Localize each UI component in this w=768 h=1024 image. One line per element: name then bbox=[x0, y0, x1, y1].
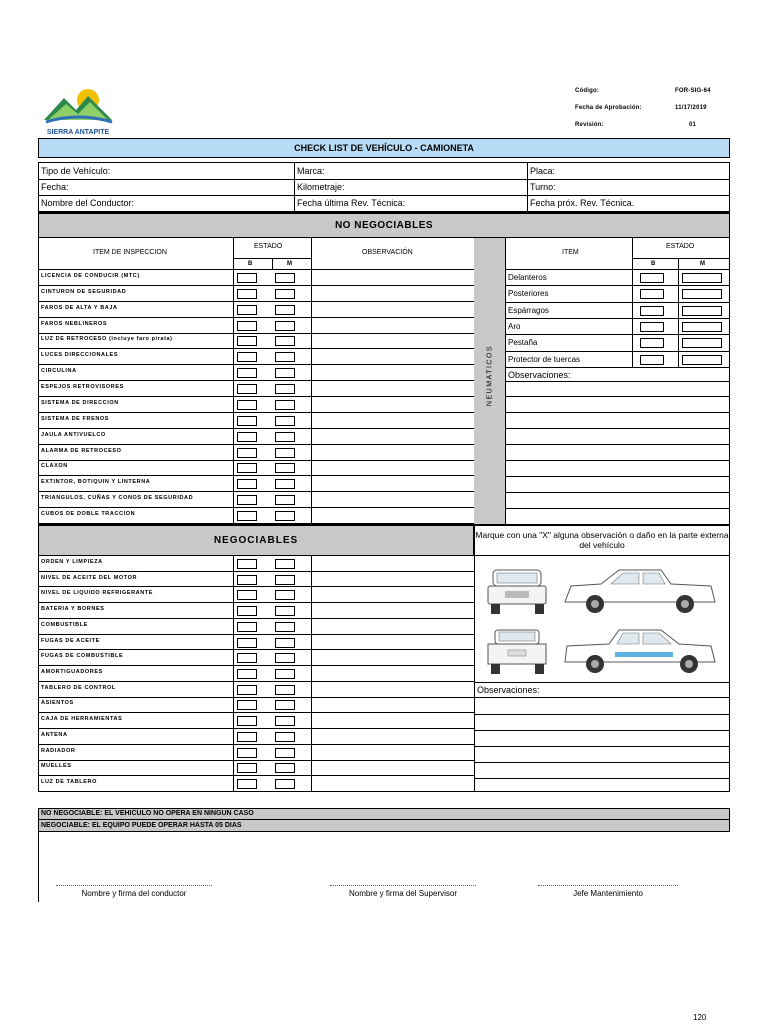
negociable-item-label: BATERIA Y BORNES bbox=[41, 606, 105, 613]
neumatico-checkbox-m[interactable] bbox=[682, 289, 722, 299]
neumatico-checkbox-b[interactable] bbox=[640, 322, 664, 332]
negociable-checkbox-m[interactable] bbox=[275, 763, 295, 773]
negociable-checkbox-b[interactable] bbox=[237, 622, 257, 632]
negociable-row bbox=[39, 729, 474, 745]
negociable-item-label: CAJA DE HERRAMIENTAS bbox=[41, 716, 123, 723]
no-negociable-observation-cell[interactable] bbox=[312, 397, 474, 413]
no-negociable-observation-cell[interactable] bbox=[312, 334, 474, 350]
vehicle-instruction: Marque con una "X" alguna observación o daño en la parte externa del vehículo bbox=[475, 526, 729, 556]
meta-code-label: Código: bbox=[575, 88, 600, 94]
item-inspeccion-header: ITEM DE INSPECCION bbox=[93, 249, 167, 256]
neumaticos-item-header: ITEM bbox=[562, 249, 579, 256]
negociable-item-label: AMORTIGUADORES bbox=[41, 668, 103, 675]
negociable-item-label: COMBUSTIBLE bbox=[41, 621, 88, 628]
no-negociables-list bbox=[39, 270, 474, 524]
field-prox-rev-tecnica[interactable]: Fecha próx. Rev. Técnica. bbox=[530, 198, 635, 208]
negociable-item-label: TABLERO DE CONTROL bbox=[41, 684, 116, 691]
negociable-row bbox=[39, 761, 474, 777]
no-negociable-checkbox-b[interactable] bbox=[237, 400, 257, 410]
no-negociable-checkbox-b[interactable] bbox=[237, 368, 257, 378]
neumatico-checkbox-m[interactable] bbox=[682, 338, 722, 348]
no-negociable-item-label: LICENCIA DE CONDUCIR (MTC) bbox=[41, 272, 140, 279]
page-title: CHECK LIST DE VEHÍCULO - CAMIONETA bbox=[294, 143, 474, 153]
no-negociable-checkbox-b[interactable] bbox=[237, 448, 257, 458]
no-negociable-checkbox-b[interactable] bbox=[237, 416, 257, 426]
no-negociable-checkbox-m[interactable] bbox=[275, 432, 295, 442]
no-negociable-checkbox-m[interactable] bbox=[275, 321, 295, 331]
negociable-checkbox-b[interactable] bbox=[237, 763, 257, 773]
field-ultima-rev-tecnica[interactable]: Fecha última Rev. Técnica: bbox=[297, 198, 406, 208]
neumatico-item-label: Protector de tuercas bbox=[508, 354, 581, 364]
no-negociable-checkbox-b[interactable] bbox=[237, 432, 257, 442]
negociable-observation-cell[interactable] bbox=[312, 572, 474, 588]
negociable-checkbox-m[interactable] bbox=[275, 779, 295, 789]
negociable-row bbox=[39, 650, 474, 666]
field-placa[interactable]: Placa: bbox=[530, 166, 556, 176]
no-negociable-observation-cell[interactable] bbox=[312, 429, 474, 445]
no-negociable-observation-cell[interactable] bbox=[312, 302, 474, 318]
negociable-checkbox-b[interactable] bbox=[237, 590, 257, 600]
neumatico-checkbox-b[interactable] bbox=[640, 273, 664, 283]
no-negociable-observation-cell[interactable] bbox=[312, 413, 474, 429]
neumatico-row bbox=[506, 319, 729, 335]
negociable-checkbox-b[interactable] bbox=[237, 779, 257, 789]
negociable-checkbox-m[interactable] bbox=[275, 700, 295, 710]
no-negociable-observation-cell[interactable] bbox=[312, 365, 474, 381]
negociable-checkbox-m[interactable] bbox=[275, 653, 295, 663]
no-negociable-row bbox=[39, 492, 474, 508]
negociable-observation-cell[interactable] bbox=[312, 587, 474, 603]
truck-rear-view-icon bbox=[483, 624, 553, 684]
meta-code-value: FOR-SIG-64 bbox=[675, 88, 711, 94]
no-negociable-checkbox-m[interactable] bbox=[275, 400, 295, 410]
neumatico-item-label: Pestaña bbox=[508, 338, 538, 348]
doc-meta bbox=[575, 88, 725, 139]
no-negociable-checkbox-m[interactable] bbox=[275, 495, 295, 505]
meta-revision-value: 01 bbox=[689, 122, 697, 128]
signature-jefe-label: Jefe Mantenimiento bbox=[573, 889, 643, 898]
negociable-checkbox-m[interactable] bbox=[275, 748, 295, 758]
field-turno[interactable]: Turno: bbox=[530, 182, 556, 192]
no-negociable-checkbox-m[interactable] bbox=[275, 289, 295, 299]
negociables-list bbox=[39, 556, 474, 792]
no-negociable-item-label: JAULA ANTIVUELCO bbox=[41, 431, 106, 438]
neumatico-row bbox=[506, 352, 729, 368]
neumatico-item-label: Espárragos bbox=[508, 305, 549, 315]
no-negociable-checkbox-m[interactable] bbox=[275, 273, 295, 283]
negociable-row bbox=[39, 682, 474, 698]
negociable-item-label: FUGAS DE COMBUSTIBLE bbox=[41, 653, 124, 660]
no-negociable-item-label: LUZ DE RETROCESO (incluye faro pirata) bbox=[41, 336, 173, 343]
neumatico-checkbox-b[interactable] bbox=[640, 355, 664, 365]
no-negociable-observation-cell[interactable] bbox=[312, 270, 474, 286]
meta-date-value: 11/17/2019 bbox=[675, 105, 707, 111]
no-negociable-checkbox-m[interactable] bbox=[275, 384, 295, 394]
negociable-observation-cell[interactable] bbox=[312, 729, 474, 745]
no-negociable-item-label: ALARMA DE RETROCESO bbox=[41, 447, 122, 454]
field-fecha[interactable]: Fecha: bbox=[41, 182, 69, 192]
negociable-checkbox-b[interactable] bbox=[237, 575, 257, 585]
negociable-checkbox-m[interactable] bbox=[275, 606, 295, 616]
no-negociable-checkbox-m[interactable] bbox=[275, 416, 295, 426]
negociable-observation-cell[interactable] bbox=[312, 556, 474, 572]
neumatico-checkbox-m[interactable] bbox=[682, 306, 722, 316]
neumaticos-list bbox=[506, 270, 729, 368]
negociable-checkbox-b[interactable] bbox=[237, 732, 257, 742]
no-negociables-title: NO NEGOCIABLES bbox=[334, 220, 434, 231]
neumatico-row bbox=[506, 335, 729, 351]
truck-side-view-stripe-icon bbox=[561, 624, 721, 684]
no-negociable-item-label: SISTEMA DE FRENOS bbox=[41, 415, 110, 422]
no-negociable-item-label: FAROS NEBLINEROS bbox=[41, 320, 108, 327]
meta-date-label: Fecha de Aprobación: bbox=[575, 105, 642, 111]
field-kilometraje[interactable]: Kilometraje: bbox=[297, 182, 345, 192]
no-negociable-observation-cell[interactable] bbox=[312, 381, 474, 397]
vehicle-observaciones[interactable] bbox=[475, 682, 729, 792]
negociable-observation-cell[interactable] bbox=[312, 635, 474, 651]
negociable-checkbox-m[interactable] bbox=[275, 732, 295, 742]
negociable-checkbox-b[interactable] bbox=[237, 638, 257, 648]
no-negociable-row bbox=[39, 381, 474, 397]
no-negociable-checkbox-b[interactable] bbox=[237, 273, 257, 283]
negociable-row bbox=[39, 556, 474, 572]
no-negociable-observation-cell[interactable] bbox=[312, 318, 474, 334]
truck-side-view-icon bbox=[561, 564, 721, 624]
negociable-row bbox=[39, 776, 474, 792]
negociable-checkbox-m[interactable] bbox=[275, 638, 295, 648]
neumatico-row bbox=[506, 270, 729, 286]
no-negociable-row bbox=[39, 365, 474, 381]
signature-supervisor-label: Nombre y firma del Supervisor bbox=[348, 889, 458, 898]
negociable-item-label: LUZ DE TABLERO bbox=[41, 779, 97, 786]
no-negociables-header bbox=[39, 214, 729, 238]
negociable-observation-cell[interactable] bbox=[312, 745, 474, 761]
negociable-observation-cell[interactable] bbox=[312, 698, 474, 714]
negociables-header bbox=[39, 526, 474, 556]
neumatico-checkbox-m[interactable] bbox=[682, 355, 722, 365]
no-negociable-checkbox-b[interactable] bbox=[237, 321, 257, 331]
field-nombre-conductor[interactable]: Nombre del Conductor: bbox=[41, 198, 135, 208]
neumatico-row bbox=[506, 303, 729, 319]
no-negociable-checkbox-m[interactable] bbox=[275, 448, 295, 458]
no-negociable-checkbox-b[interactable] bbox=[237, 495, 257, 505]
no-negociable-observation-cell[interactable] bbox=[312, 286, 474, 302]
no-negociable-checkbox-b[interactable] bbox=[237, 289, 257, 299]
signature-conductor-label: Nombre y firma del conductor bbox=[81, 889, 187, 898]
field-marca[interactable]: Marca: bbox=[297, 166, 325, 176]
negociable-observation-cell[interactable] bbox=[312, 603, 474, 619]
no-negociable-checkbox-m[interactable] bbox=[275, 305, 295, 315]
negociable-observation-cell[interactable] bbox=[312, 761, 474, 777]
negociables-title: NEGOCIABLES bbox=[213, 535, 299, 546]
no-negociable-row bbox=[39, 334, 474, 350]
negociable-observation-cell[interactable] bbox=[312, 713, 474, 729]
info-grid bbox=[38, 162, 730, 212]
neumaticos-header bbox=[506, 238, 729, 270]
no-negociable-checkbox-m[interactable] bbox=[275, 368, 295, 378]
no-negociable-observation-cell[interactable] bbox=[312, 508, 474, 524]
negociable-observation-cell[interactable] bbox=[312, 619, 474, 635]
no-neg-column-header bbox=[39, 238, 474, 270]
estado-m-header: M bbox=[287, 261, 293, 267]
company-logo bbox=[42, 86, 114, 134]
vehicle-diagram[interactable] bbox=[475, 556, 729, 682]
no-negociable-row bbox=[39, 270, 474, 286]
no-negociable-checkbox-b[interactable] bbox=[237, 305, 257, 315]
no-negociable-checkbox-b[interactable] bbox=[237, 352, 257, 362]
neumatico-checkbox-m[interactable] bbox=[682, 322, 722, 332]
no-negociable-row bbox=[39, 349, 474, 365]
negociable-item-label: FUGAS DE ACEITE bbox=[41, 637, 100, 644]
no-negociable-checkbox-b[interactable] bbox=[237, 479, 257, 489]
negociable-checkbox-b[interactable] bbox=[237, 559, 257, 569]
neumatico-row bbox=[506, 286, 729, 302]
negociable-row bbox=[39, 572, 474, 588]
signature-jefe-mantenimiento[interactable] bbox=[538, 885, 678, 898]
vehicle-obs-label: Observaciones: bbox=[477, 685, 540, 695]
signature-supervisor[interactable] bbox=[330, 885, 476, 898]
neumaticos-obs-label: Observaciones: bbox=[508, 370, 571, 380]
negociable-item-label: MUELLES bbox=[41, 763, 72, 770]
neumaticos-label: NEUMATICOS bbox=[486, 344, 494, 407]
negociable-item-label: ANTENA bbox=[41, 731, 68, 738]
no-negociable-row bbox=[39, 445, 474, 461]
negociable-row bbox=[39, 587, 474, 603]
negociable-row bbox=[39, 635, 474, 651]
no-negociable-observation-cell[interactable] bbox=[312, 445, 474, 461]
negociable-checkbox-b[interactable] bbox=[237, 669, 257, 679]
estado-header: ESTADO bbox=[254, 243, 283, 250]
negociable-checkbox-m[interactable] bbox=[275, 590, 295, 600]
no-negociable-item-label: TRIANGULOS, CUÑAS Y CONOS DE SEGURIDAD bbox=[41, 495, 194, 502]
logo-mountains-icon bbox=[42, 86, 114, 126]
no-negociable-checkbox-m[interactable] bbox=[275, 352, 295, 362]
negociable-item-label: ASIENTOS bbox=[41, 700, 74, 707]
neumatico-checkbox-b[interactable] bbox=[640, 289, 664, 299]
page-number: 120 bbox=[693, 1013, 707, 1022]
no-negociable-row bbox=[39, 397, 474, 413]
truck-front-view-icon bbox=[483, 564, 553, 624]
negociable-observation-cell[interactable] bbox=[312, 666, 474, 682]
neumatico-checkbox-m[interactable] bbox=[682, 273, 722, 283]
neumaticos-estado-header: ESTADO bbox=[666, 243, 695, 250]
no-negociable-checkbox-m[interactable] bbox=[275, 463, 295, 473]
no-negociable-item-label: SISTEMA DE DIRECCION bbox=[41, 399, 119, 406]
no-negociable-item-label: CUBOS DE DOBLE TRACCION bbox=[41, 511, 136, 518]
no-negociable-row bbox=[39, 413, 474, 429]
no-negociable-checkbox-b[interactable] bbox=[237, 463, 257, 473]
negociable-row bbox=[39, 698, 474, 714]
negociable-row bbox=[39, 666, 474, 682]
negociable-checkbox-b[interactable] bbox=[237, 716, 257, 726]
legend-no-negociable: NO NEGOCIABLE: EL VEHICULO NO OPERA EN NINGUN CASO bbox=[38, 808, 730, 820]
estado-b-header: B bbox=[248, 261, 253, 267]
negociable-row bbox=[39, 713, 474, 729]
no-negociable-row bbox=[39, 318, 474, 334]
negociable-checkbox-m[interactable] bbox=[275, 622, 295, 632]
no-negociable-item-label: ESPEJOS RETROVISORES bbox=[41, 384, 124, 391]
negociable-checkbox-b[interactable] bbox=[237, 606, 257, 616]
title-bar bbox=[38, 138, 730, 158]
meta-revision-label: Revisión: bbox=[575, 122, 604, 128]
no-negociable-row bbox=[39, 461, 474, 477]
negociable-checkbox-b[interactable] bbox=[237, 685, 257, 695]
neumatico-item-label: Posteriores bbox=[508, 289, 549, 299]
negociable-checkbox-m[interactable] bbox=[275, 685, 295, 695]
negociable-checkbox-m[interactable] bbox=[275, 575, 295, 585]
no-negociable-item-label: CINTURON DE SEGURIDAD bbox=[41, 288, 127, 295]
no-negociable-observation-cell[interactable] bbox=[312, 492, 474, 508]
no-negociable-checkbox-b[interactable] bbox=[237, 384, 257, 394]
neumatico-checkbox-b[interactable] bbox=[640, 306, 664, 316]
observacion-header: OBSERVACIÓN bbox=[362, 249, 413, 256]
no-negociable-row bbox=[39, 429, 474, 445]
no-negociable-item-label: CLAXON bbox=[41, 463, 68, 470]
no-negociable-checkbox-m[interactable] bbox=[275, 336, 295, 346]
field-tipo-vehiculo[interactable]: Tipo de Vehículo: bbox=[41, 166, 111, 176]
negociable-observation-cell[interactable] bbox=[312, 776, 474, 792]
no-negociable-item-label: CIRCULINA bbox=[41, 368, 77, 375]
negociable-checkbox-m[interactable] bbox=[275, 559, 295, 569]
no-negociable-row bbox=[39, 302, 474, 318]
neumatico-item-label: Aro bbox=[508, 322, 521, 332]
no-negociable-item-label: FAROS DE ALTA Y BAJA bbox=[41, 304, 118, 311]
negociable-row bbox=[39, 745, 474, 761]
negociable-observation-cell[interactable] bbox=[312, 650, 474, 666]
no-negociable-row bbox=[39, 476, 474, 492]
no-negociable-observation-cell[interactable] bbox=[312, 461, 474, 477]
neumatico-checkbox-b[interactable] bbox=[640, 338, 664, 348]
no-negociable-item-label: EXTINTOR, BOTIQUIN Y LINTERNA bbox=[41, 479, 151, 486]
negociable-item-label: NIVEL DE ACEITE DEL MOTOR bbox=[41, 574, 138, 581]
negociable-item-label: RADIADOR bbox=[41, 747, 76, 754]
no-negociable-observation-cell[interactable] bbox=[312, 349, 474, 365]
company-name: SIERRA ANTAPITE bbox=[46, 129, 110, 136]
no-negociable-observation-cell[interactable] bbox=[312, 476, 474, 492]
no-negociable-row bbox=[39, 508, 474, 524]
neumaticos-observaciones[interactable] bbox=[506, 368, 729, 524]
no-negociable-checkbox-b[interactable] bbox=[237, 511, 257, 521]
negociable-checkbox-b[interactable] bbox=[237, 748, 257, 758]
no-negociable-checkbox-m[interactable] bbox=[275, 479, 295, 489]
no-negociable-row bbox=[39, 286, 474, 302]
legend-negociable: NEGOCIABLE: EL EQUIPO PUEDE OPERAR HASTA 05 DIAS bbox=[38, 820, 730, 832]
negociable-checkbox-m[interactable] bbox=[275, 669, 295, 679]
no-negociable-checkbox-b[interactable] bbox=[237, 336, 257, 346]
negociable-checkbox-m[interactable] bbox=[275, 716, 295, 726]
negociable-checkbox-b[interactable] bbox=[237, 653, 257, 663]
negociable-checkbox-b[interactable] bbox=[237, 700, 257, 710]
neumaticos-m-header: M bbox=[700, 261, 706, 267]
negociable-row bbox=[39, 603, 474, 619]
signature-conductor[interactable] bbox=[56, 885, 212, 898]
negociable-row bbox=[39, 619, 474, 635]
negociable-item-label: NIVEL DE LIQUIDO REFRIGERANTE bbox=[41, 590, 154, 597]
negociable-observation-cell[interactable] bbox=[312, 682, 474, 698]
no-negociable-item-label: LUCES DIRECCIONALES bbox=[41, 352, 119, 359]
neumaticos-b-header: B bbox=[651, 261, 656, 267]
neumatico-item-label: Delanteros bbox=[508, 273, 547, 283]
neumaticos-side bbox=[474, 238, 506, 524]
negociable-item-label: ORDEN Y LIMPIEZA bbox=[41, 558, 103, 565]
no-negociable-checkbox-m[interactable] bbox=[275, 511, 295, 521]
